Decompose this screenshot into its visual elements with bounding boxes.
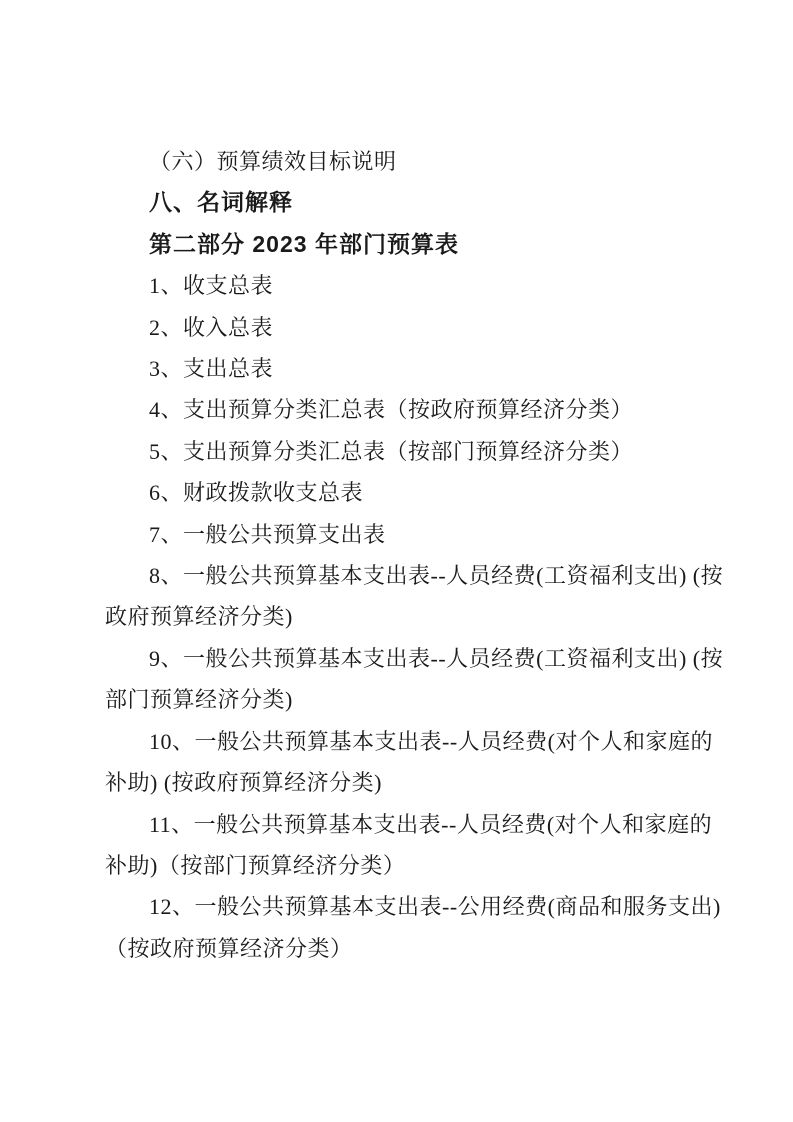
budget-table-list-item-line: 6、财政拨款收支总表 [149,480,364,506]
budget-table-list-item-line: 3、支出总表 [149,356,274,382]
budget-table-list [105,265,724,969]
budget-table-list-item-line: 4、支出预算分类汇总表（按政府预算经济分类） [149,397,634,423]
budget-table-list-item-line: （按政府预算经济分类） [105,935,353,961]
budget-table-list-item-line: 补助)（按部门预算经济分类） [105,852,406,878]
budget-table-list-item-line: 补助) (按政府预算经济分类) [105,770,382,796]
budget-table-list-item-line: 2、收入总表 [149,314,274,340]
budget-table-list-item-line: 8、一般公共预算基本支出表--人员经费(工资福利支出) (按 [149,563,724,589]
budget-table-list-item-line: 11、一般公共预算基本支出表--人员经费(对个人和家庭的 [149,811,713,837]
budget-table-list-item-line: 9、一般公共预算基本支出表--人员经费(工资福利支出) (按 [149,645,724,671]
budget-table-list-item-line: 部门预算经济分类) [105,687,293,713]
budget-table-list-item-line: 1、收支总表 [149,273,274,299]
budget-table-list-item-line: 10、一般公共预算基本支出表--人员经费(对个人和家庭的 [149,728,713,754]
budget-table-list-item-line: 12、一般公共预算基本支出表--公用经费(商品和服务支出) [149,894,721,920]
toc-item-budget-performance-notes: （六）预算绩效目标说明 [149,149,397,174]
budget-table-list-item-line: 5、支出预算分类汇总表（按部门预算经济分类） [149,438,634,464]
budget-table-list-item-line: 政府预算经济分类) [105,604,293,630]
heading-part2-budget-tables: 第二部分 2023 年部门预算表 [149,230,459,257]
budget-table-list-item-line: 7、一般公共预算支出表 [149,521,386,547]
heading-glossary: 八、名词解释 [149,189,293,216]
